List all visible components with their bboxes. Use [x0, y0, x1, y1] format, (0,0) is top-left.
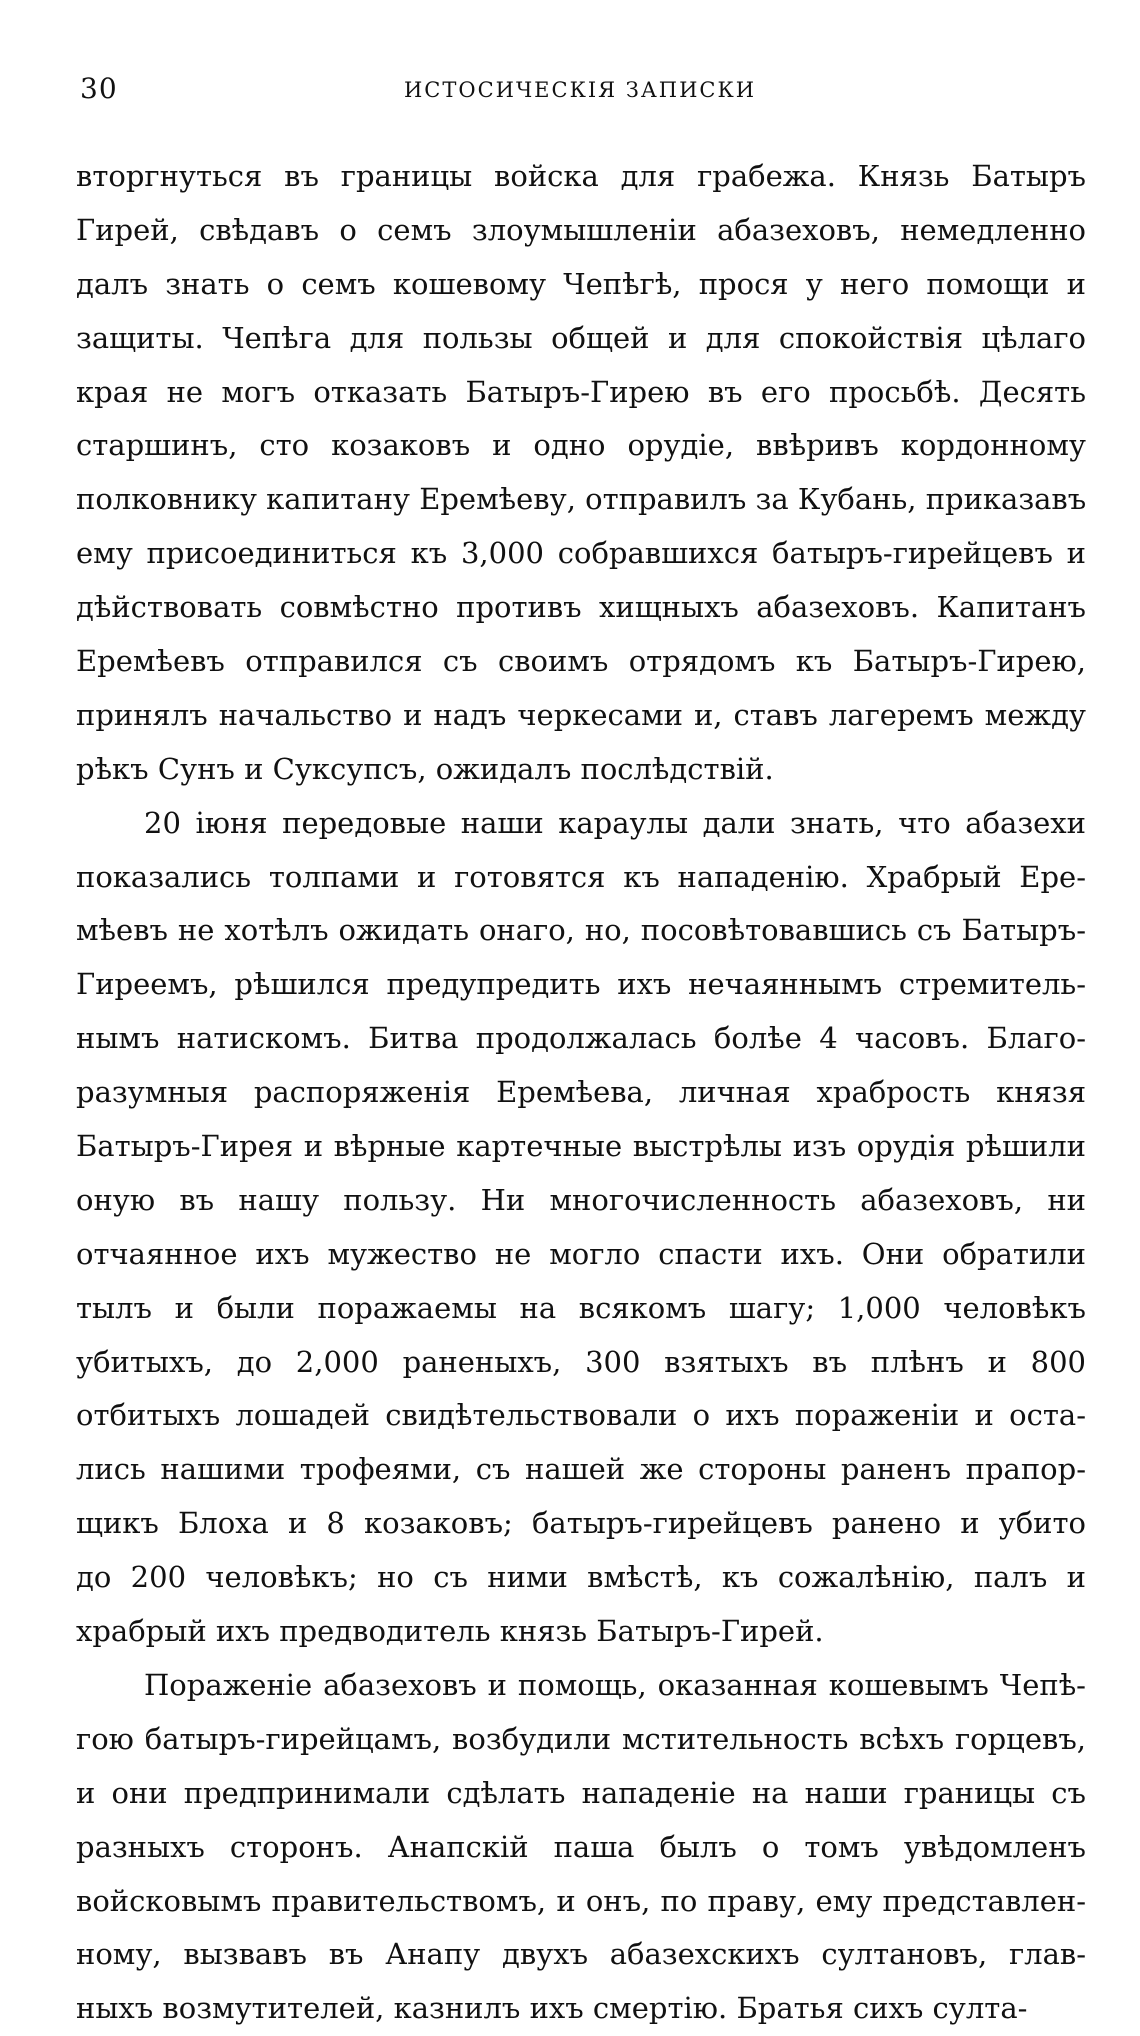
text-line: разныхъ сторонъ. Анапскій паша былъ о томъ увѣдомленъ	[76, 1829, 1086, 1864]
paragraph	[76, 797, 1086, 1659]
text-line: Пораженіе абазеховъ и помощь, оказанная кошевымъ Чепѣ-	[144, 1667, 1086, 1702]
text-line: до 200 человѣкъ; но съ ними вмѣстѣ, къ сожалѣнію, палъ и	[76, 1560, 1086, 1595]
text-line: и они предпринимали сдѣлать нападеніе на наши границы съ	[76, 1775, 1086, 1810]
text-line: дѣйствовать совмѣстно противъ хищныхъ абазеховъ. Капитанъ	[76, 590, 1086, 625]
text-line: ному, вызвавъ въ Анапу двухъ абазехскихъ султановъ, глав-	[76, 1937, 1086, 1972]
text-line: храбрый ихъ предводитель князь Батыръ-Гирей.	[76, 1614, 824, 1649]
text-line: Гирей, свѣдавъ о семъ злоумышленіи абазеховъ, немедленно	[76, 212, 1086, 247]
text-line: вторгнуться въ границы войска для грабежа. Князь Батыръ	[76, 159, 1086, 193]
text-line: Еремѣевъ отправился съ своимъ отрядомъ къ Батыръ-Гирею,	[76, 644, 1086, 679]
text-line: лись нашими трофеями, съ нашей же стороны раненъ прапор-	[76, 1452, 1086, 1487]
text-line: старшинъ, сто козаковъ и одно орудіе, ввѣривъ кордонному	[76, 428, 1086, 463]
text-line: тылъ и были поражаемы на всякомъ шагу; 1,000 человѣкъ	[76, 1290, 1086, 1325]
text-line: оную въ нашу пользу. Ни многочисленность абазеховъ, ни	[76, 1182, 1086, 1217]
text-line: 20 іюня передовые наши караулы дали знать, что абазехи	[144, 805, 1086, 840]
text-line: показались толпами и готовятся къ нападенію. Храбрый Ере-	[76, 859, 1086, 894]
text-line: войсковымъ правительствомъ, и онъ, по праву, ему представлен-	[76, 1883, 1086, 1918]
text-line: рѣкъ Сунъ и Суксупсъ, ожидалъ послѣдствій.	[76, 751, 774, 786]
text-line: нымъ натискомъ. Битва продолжалась болѣе 4 часовъ. Благо-	[76, 1021, 1086, 1056]
text-line: ныхъ возмутителей, казнилъ ихъ смертію. Братья сихъ султа-	[76, 1991, 1028, 2026]
body-text	[76, 150, 1086, 2036]
text-line: убитыхъ, до 2,000 раненыхъ, 300 взятыхъ въ плѣнъ и 800	[76, 1344, 1086, 1379]
text-line: полковнику капитану Еремѣеву, отправилъ за Кубань, приказавъ	[76, 482, 1086, 517]
paragraph	[76, 1659, 1086, 2036]
text-line: Гиреемъ, рѣшился предупредить ихъ нечаяннымъ стремитель-	[76, 967, 1086, 1002]
page-header	[80, 72, 1080, 112]
text-line: принялъ начальство и надъ черкесами и, ставъ лагеремъ между	[76, 697, 1086, 732]
text-line: отчаянное ихъ мужество не могло спасти ихъ. Они обратили	[76, 1236, 1086, 1271]
text-line: ему присоединиться къ 3,000 собравшихся батыръ-гирейцевъ и	[76, 536, 1086, 571]
text-line: разумныя распоряженія Еремѣева, личная храбрость князя	[76, 1075, 1086, 1110]
text-line: далъ знать о семъ кошевому Чепѣгѣ, прося у него помощи и	[76, 266, 1086, 301]
page-number: 30	[80, 72, 118, 105]
running-title: ИСТОСИЧЕСКІЯ ЗАПИСКИ	[403, 78, 757, 102]
text-line: мѣевъ не хотѣлъ ожидать онаго, но, посовѣтовавшись съ Батыръ-	[76, 913, 1086, 948]
text-line: гою батыръ-гирейцамъ, возбудили мстительность всѣхъ горцевъ,	[76, 1721, 1086, 1756]
paragraph	[76, 150, 1086, 797]
text-line: отбитыхъ лошадей свидѣтельствовали о ихъ пораженіи и оста-	[76, 1398, 1086, 1433]
text-line: защиты. Чепѣга для пользы общей и для спокойствія цѣлаго	[76, 320, 1086, 355]
text-line: щикъ Блоха и 8 козаковъ; батыръ-гирейцевъ ранено и убито	[76, 1506, 1086, 1541]
text-line: Батыръ-Гирея и вѣрные картечные выстрѣлы изъ орудія рѣшили	[76, 1129, 1086, 1164]
text-line: края не могъ отказать Батыръ-Гирею въ его просьбѣ. Десять	[76, 374, 1086, 409]
